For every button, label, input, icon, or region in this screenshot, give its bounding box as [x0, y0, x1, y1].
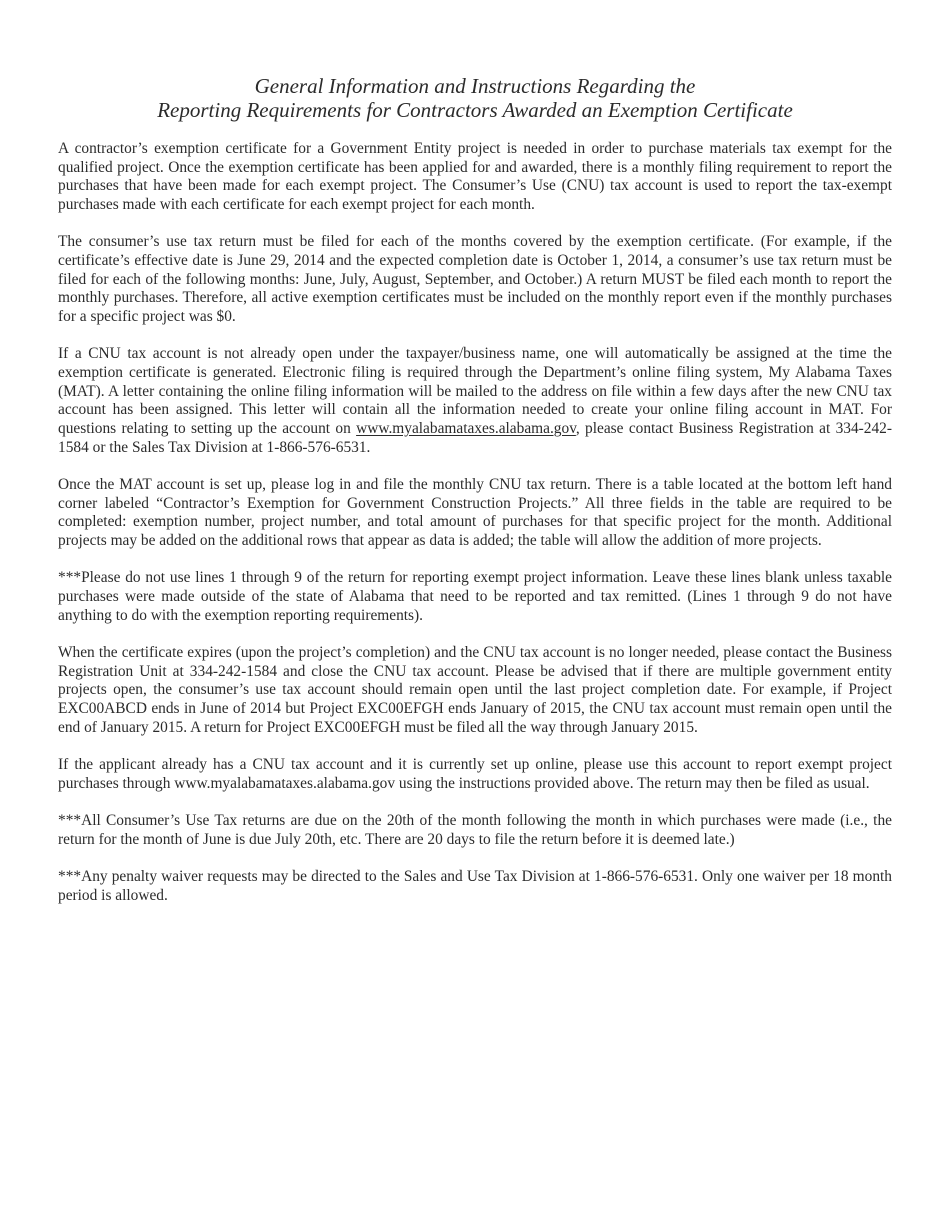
paragraph-exemption-certificate-overview: A contractor’s exemption certificate for a Government Entity project is needed in order to purchase materials tax exempt for the qualified project. Once the exemption certificate has been applied for and awarded, there is a monthly filing requirement to report the purchases that have been made for each exempt project. The Consumer’s Use (CNU) tax account is used to report the tax-exempt purchases made with each certificate for each exempt project for each month.	[58, 140, 892, 214]
paragraph-text: , please contact Business Registration at 334-242-1584 or the Sales Tax Division at 1-866-576-6531.	[58, 420, 892, 456]
title-line-2: Reporting Requirements for Contractors Awarded an Exemption Certificate	[157, 98, 793, 122]
paragraph-filing-instructions: Once the MAT account is set up, please log in and file the monthly CNU tax return. There is a table located at the bottom left hand corner labeled “Contractor’s Exemption for Government Construction Projects.” All three fields in the table are required to be completed: exemption number, project number, and total amount of purchases for that specific project for the month. Additional projects may be added on the additional rows that appear as data is added; the table will allow the addition of more projects.	[58, 476, 892, 550]
paragraph-lines-1-9-note: ***Please do not use lines 1 through 9 of the return for reporting exempt project information. Leave these lines blank unless taxable purchases were made outside of the state of Alabama that need to be reported and tax remitted. (Lines 1 through 9 do not have anything to do with the exemption reporting requirements).	[58, 569, 892, 624]
page-title	[58, 74, 892, 122]
paragraph-penalty-waiver: ***Any penalty waiver requests may be directed to the Sales and Use Tax Division at 1-866-576-6531. Only one waiver per 18 month period is allowed.	[58, 867, 892, 904]
paragraph-monthly-filing-requirement: The consumer’s use tax return must be filed for each of the months covered by the exemption certificate. (For example, if the certificate’s effective date is June 29, 2014 and the expected completion date is October 1, 2014, a consumer’s use tax return must be filed for each of the following months: June, July, August, September, and October.) A return MUST be filed each month to report the monthly purchases. Therefore, all active exemption certificates must be included on the monthly report even if the monthly purchases for a specific project was $0.	[58, 233, 892, 326]
myalabamataxes-link[interactable]: www.myalabamataxes.alabama.gov	[356, 420, 576, 438]
paragraph-existing-account: If the applicant already has a CNU tax account and it is currently set up online, please use this account to report exempt project purchases through www.myalabamataxes.alabama.gov using the instructions provided above. The return may then be filed as usual.	[58, 755, 892, 792]
paragraph-due-dates: ***All Consumer’s Use Tax returns are due on the 20th of the month following the month in which purchases were made (i.e., the return for the month of June is due July 20th, etc. There are 20 days to file the return before it is deemed late.)	[58, 811, 892, 848]
paragraph-text: If a CNU tax account is not already open under the taxpayer/business name, one will automatically be assigned at the time the exemption certificate is generated. Electronic filing is required through the Department’s online filing system, My Alabama Taxes (MAT). A letter containing the online filing information will be mailed to the address on file within a few days after the new CNU tax account has been assigned. This letter will contain all the information needed to create your online filing account in MAT. For questions relating to setting up the account on	[58, 345, 892, 438]
title-line-1: General Information and Instructions Regarding the	[254, 74, 696, 98]
paragraph-closing-account: When the certificate expires (upon the project’s completion) and the CNU tax account is no longer needed, please contact the Business Registration Unit at 334-242-1584 and close the CNU tax account. Please be advised that if there are multiple government entity projects open, the consumer’s use tax account should remain open until the last project completion date. For example, if Project EXC00ABCD ends in June of 2014 but Project EXC00EFGH ends January of 2015, the CNU tax account must remain open until the end of January 2015. A return for Project EXC00EFGH must be filed all the way through January 2015.	[58, 643, 892, 736]
paragraph-cnu-account-setup	[58, 345, 892, 457]
document-page	[58, 74, 892, 924]
